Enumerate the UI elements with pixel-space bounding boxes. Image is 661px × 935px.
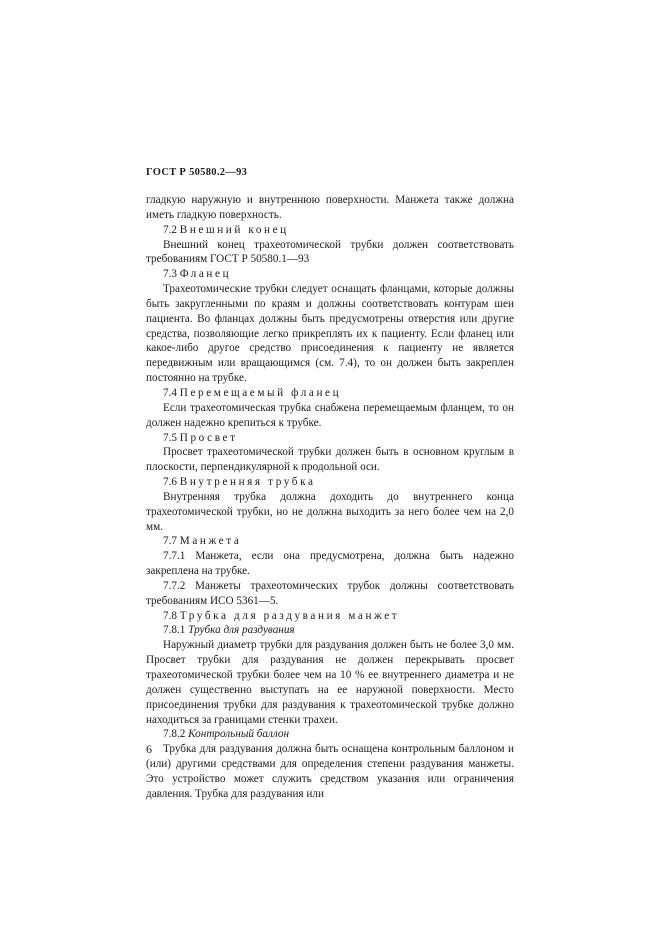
paragraph-7-5: Просвет трахеотомической трубки должен быть в основном круглым в плоскости, перпендикулярной к продольной оси. [146,446,514,474]
paragraph-7-4: Если трахеотомическая трубка снабжена перемещаемым фланцем, то он должен надежно крепиться к трубке. [146,401,514,429]
section-heading-7-8 [146,609,514,624]
section-number: 7.4 [163,386,177,399]
paragraph-7-6: Внутренняя трубка должна доходить до внутреннего конца трахеотомической трубки, но не должна выходить за него более чем на 2,0 мм. [146,490,514,533]
section-number: 7.8.2 [163,728,186,741]
section-title: Манжета [179,535,242,548]
section-title: Перемещаемый фланец [179,386,342,399]
paragraph-7-7-1: 7.7.1 Манжета, если она предусмотрена, должна быть надежно закреплена на трубке. [146,550,514,578]
section-title: Внутренняя трубка [179,476,316,489]
section-heading-7-5 [146,431,514,446]
section-heading-7-7 [146,534,514,549]
section-title: Просвет [179,431,238,444]
document-header: ГОСТ Р 50580.2—93 [146,167,248,178]
paragraph-7-2: Внешний конец трахеотомической трубки должен соответствовать требованиям ГОСТ Р 50580.1—93 [146,238,514,266]
section-number: 7.6 [163,476,177,489]
section-heading-7-8-2 [146,727,514,742]
page-body [146,193,514,802]
section-heading-7-4 [146,386,514,401]
section-title: Трубка для раздувания [188,624,295,637]
section-title: Внешний конец [179,223,289,236]
paragraph-7-8-2: Трубка для раздувания должна быть оснащена контрольным баллоном и (или) другими средствами для определения степени раздувания манжеты. Это устройство может служить средством указания или ограничения давления. Трубка для раздувания или [146,743,514,800]
page-number: 6 [146,742,152,756]
section-number: 7.8 [163,609,177,622]
section-number: 7.7 [163,535,177,548]
section-number: 7.5 [163,431,177,444]
section-heading-7-2 [146,223,514,238]
section-title: Трубка для раздувания манжет [179,609,400,622]
paragraph-7-8-1: Наружный диаметр трубки для раздувания должен быть не более 3,0 мм. Просвет трубки для раздувания не должен перекрывать просвет трахеотомической трубки более чем на 10 % ее внутреннего диаметра и не должен существенно выступать на ее наружной поверхности. Место присоединения трубки для раздувания к трахеотомической трубке должно находиться за границами стенки трахеи. [146,639,514,726]
section-title: Фланец [179,268,232,281]
section-heading-7-3 [146,267,514,282]
paragraph-continuation: гладкую наружную и внутреннюю поверхности. Манжета также должна иметь гладкую поверхность. [146,194,514,221]
section-number: 7.3 [163,268,177,281]
section-title: Контрольный баллон [188,728,290,741]
paragraph-7-3: Трахеотомические трубки следует оснащать фланцами, которые должны быть закругленными по краям и должны соответствовать контурам шеи пациента. Во фланцах должны быть предусмотрены отверстия или другие средства, позволяющие легко прикреплять их к пациенту. Если фланец или какое-либо другое средство присоединения к пациенту не является передвижным или вращающимся (см. 7.4), то он должен быть закреплен постоянно на трубке. [146,283,514,385]
section-number: 7.8.1 [163,624,186,637]
paragraph-7-7-2: 7.7.2 Манжеты трахеотомических трубок должны соответствовать требованиям ИСО 5361—5. [146,579,514,607]
section-number: 7.2 [163,223,177,236]
section-heading-7-8-1 [146,623,514,638]
section-heading-7-6 [146,475,514,490]
